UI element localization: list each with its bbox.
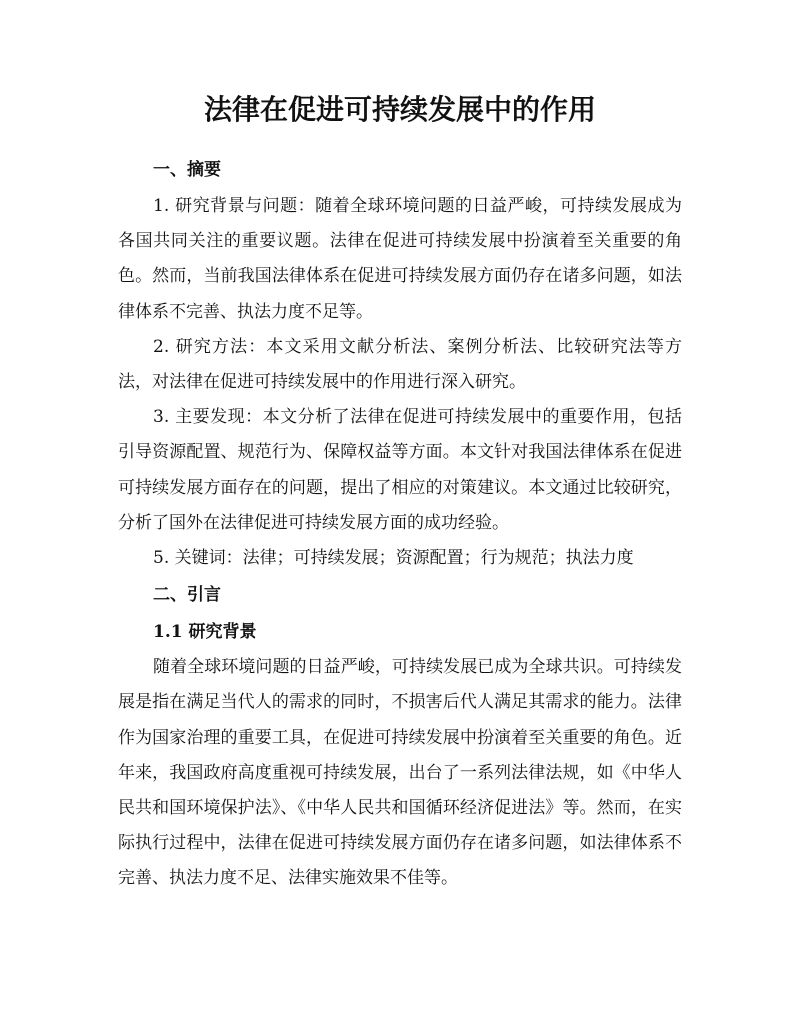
abstract-paragraph-2: 2. 研究方法：本文采用文献分析法、案例分析法、比较研究法等方法，对法律在促进可持续发展中的作用进行深入研究。 <box>118 336 682 393</box>
abstract-paragraph-4: 5. 关键词：法律；可持续发展；资源配置；行为规范；执法力度 <box>153 548 634 569</box>
document-title: 法律在促进可持续发展中的作用 <box>203 93 596 126</box>
abstract-paragraph-3: 3. 主要发现：本文分析了法律在促进可持续发展中的重要作用，包括引导资源配置、规范行为、保障权益等方面。本文针对我国法律体系在促进可持续发展方面存在的问题，提出了相应的对策建议。本文通过比较研究，分析了国外在法律促进可持续发展方面的成功经验。 <box>118 407 682 533</box>
section-heading-introduction: 二、引言 <box>153 585 221 606</box>
document-page <box>118 90 682 897</box>
subsection-heading-background: 1.1 研究背景 <box>153 622 257 643</box>
introduction-paragraph-1: 随着全球环境问题的日益严峻，可持续发展已成为全球共识。可持续发展是指在满足当代人的需求的同时，不损害后代人满足其需求的能力。法律作为国家治理的重要工具，在促进可持续发展中扮演着至关重要的角色。近年来，我国政府高度重视可持续发展，出台了一系列法律法规，如《中华人民共和国环境保护法》、《中华人民共和国循环经济促进法》等。然而，在实际执行过程中，法律在促进可持续发展方面仍存在诸多问题，如法律体系不完善、执法力度不足、法律实施效果不佳等。 <box>118 657 682 889</box>
abstract-paragraph-1: 1. 研究背景与问题：随着全球环境问题的日益严峻，可持续发展成为各国共同关注的重要议题。法律在促进可持续发展中扮演着至关重要的角色。然而，当前我国法律体系在促进可持续发展方面仍存在诸多问题，如法律体系不完善、执法力度不足等。 <box>118 196 682 322</box>
section-heading-abstract: 一、摘要 <box>153 160 221 180</box>
